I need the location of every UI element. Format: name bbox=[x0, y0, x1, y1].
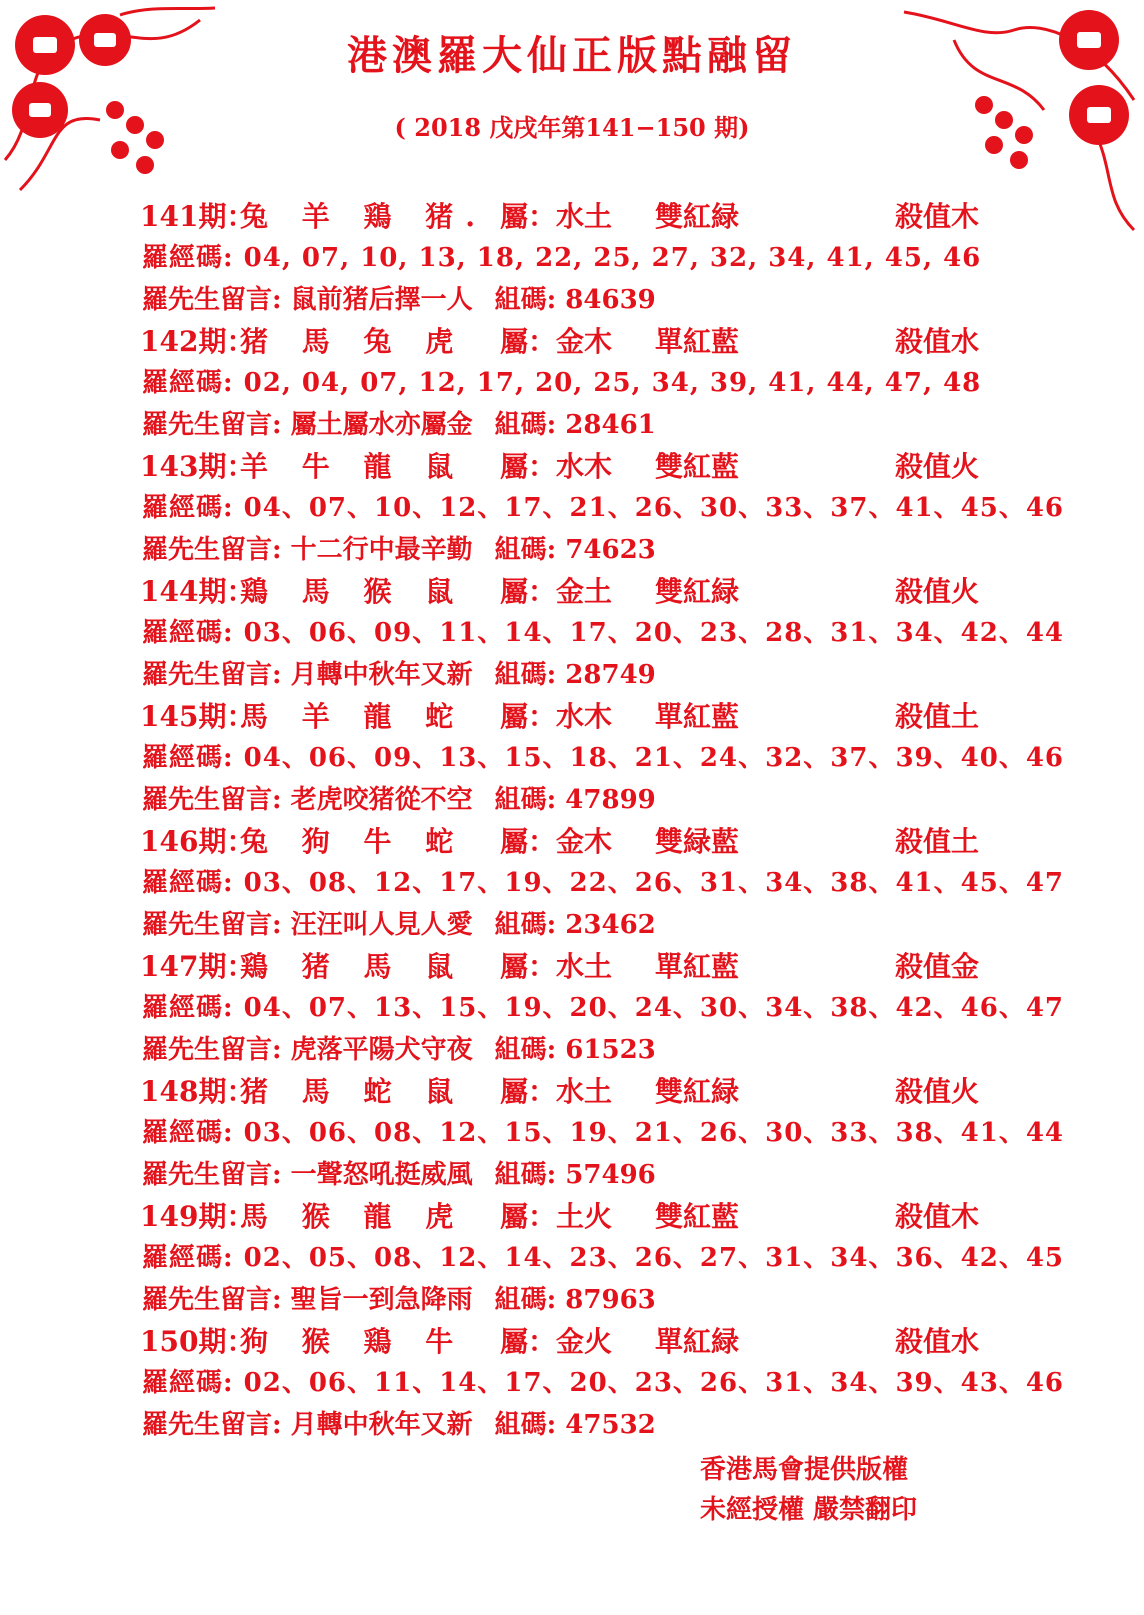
page-title: 港澳羅大仙正版點融留 bbox=[347, 32, 797, 79]
issue-attribute: 屬：水土 bbox=[500, 950, 613, 983]
issue-zodiac: 猪 馬 兔 虎 bbox=[240, 325, 466, 358]
issue-attribute: 屬：水土 bbox=[500, 200, 613, 233]
issue-code: 組碼: 84639 bbox=[494, 285, 656, 315]
issue-code: 組碼: 47532 bbox=[494, 1410, 656, 1440]
issue-code: 組碼: 57496 bbox=[494, 1160, 656, 1190]
issue-numbers: 羅經碼: 03、08、12、17、19、22、26、31、34、38、41、45、47 bbox=[142, 868, 1065, 898]
issue-message: 羅先生留言: 老虎咬猪從不空 bbox=[142, 785, 473, 815]
issue-attribute: 屬：水木 bbox=[500, 700, 613, 733]
issue-attribute: 屬：金土 bbox=[500, 575, 613, 608]
issue-period: 146期： bbox=[140, 825, 255, 858]
issue-color: 單紅藍 bbox=[655, 950, 740, 983]
issue-block bbox=[0, 945, 1144, 1079]
issue-zodiac: 鶏 馬 猴 鼠 bbox=[240, 575, 466, 608]
issue-period: 150期： bbox=[140, 1325, 255, 1358]
copyright-line-1: 香港馬會提供版權 bbox=[700, 1455, 909, 1485]
issue-kill: 殺值金 bbox=[895, 950, 980, 983]
issue-period: 147期： bbox=[140, 950, 255, 983]
issue-period: 148期： bbox=[140, 1075, 255, 1108]
issue-message: 羅先生留言: 月轉中秋年又新 bbox=[142, 660, 473, 690]
page-subtitle: ( 2018 戊戌年第141−150 期) bbox=[394, 113, 750, 142]
issue-message-line bbox=[142, 404, 656, 441]
issue-kill: 殺值火 bbox=[895, 1075, 980, 1108]
issue-color: 單紅緑 bbox=[655, 1325, 740, 1358]
issue-period: 144期： bbox=[140, 575, 255, 608]
issue-message: 羅先生留言: 月轉中秋年又新 bbox=[142, 1410, 473, 1440]
issue-message: 羅先生留言: 虎落平陽犬守夜 bbox=[142, 1035, 473, 1065]
issue-block bbox=[0, 320, 1144, 454]
issue-message-line bbox=[142, 279, 656, 316]
issue-color: 雙紅藍 bbox=[655, 1200, 740, 1233]
issue-numbers: 羅經碼: 02、06、11、14、17、20、23、26、31、34、39、43、46 bbox=[142, 1368, 1065, 1398]
issue-attribute: 屬：土火 bbox=[500, 1200, 613, 1233]
issue-message-line bbox=[142, 654, 656, 691]
issue-block bbox=[0, 570, 1144, 704]
issue-code: 組碼: 23462 bbox=[494, 910, 656, 940]
issue-kill: 殺值水 bbox=[895, 1325, 980, 1358]
issue-code: 組碼: 87963 bbox=[494, 1285, 656, 1315]
issue-numbers: 羅經碼: 04、07、13、15、19、20、24、30、34、38、42、46、47 bbox=[142, 993, 1065, 1023]
issue-block bbox=[0, 445, 1144, 579]
issue-block bbox=[0, 1320, 1144, 1454]
issue-numbers: 羅經碼: 04、06、09、13、15、18、21、24、32、37、39、40、46 bbox=[142, 743, 1065, 773]
issue-block bbox=[0, 1070, 1144, 1204]
issue-color: 雙紅緑 bbox=[655, 1075, 740, 1108]
issue-color: 雙紅緑 bbox=[655, 200, 740, 233]
issue-zodiac: 狗 猴 鶏 牛 bbox=[240, 1325, 466, 1358]
issue-message-line bbox=[142, 529, 656, 566]
issue-kill: 殺值木 bbox=[895, 200, 980, 233]
issue-kill: 殺值火 bbox=[895, 575, 980, 608]
issue-code: 組碼: 61523 bbox=[494, 1035, 656, 1065]
issue-color: 雙緑藍 bbox=[655, 825, 740, 858]
issue-attribute: 屬：金木 bbox=[500, 825, 613, 858]
issue-message-line bbox=[142, 779, 656, 816]
issue-code: 組碼: 28461 bbox=[494, 410, 656, 440]
issue-kill: 殺值火 bbox=[895, 450, 980, 483]
issue-attribute: 屬：金火 bbox=[500, 1325, 613, 1358]
issue-block bbox=[0, 695, 1144, 829]
issue-message: 羅先生留言: 一聲怒吼挺威風 bbox=[142, 1160, 473, 1190]
issue-color: 單紅藍 bbox=[655, 325, 740, 358]
issue-code: 組碼: 28749 bbox=[494, 660, 656, 690]
issue-numbers: 羅經碼: 03、06、08、12、15、19、21、26、30、33、38、41、44 bbox=[142, 1118, 1065, 1148]
issue-numbers: 羅經碼: 04, 07, 10, 13, 18, 22, 25, 27, 32, 34, 41, 45, 46 bbox=[142, 243, 982, 273]
issue-numbers: 羅經碼: 03、06、09、11、14、17、20、23、28、31、34、42、44 bbox=[142, 618, 1065, 648]
issue-kill: 殺值土 bbox=[895, 825, 980, 858]
issue-zodiac: 羊 牛 龍 鼠 bbox=[240, 450, 466, 483]
issue-zodiac: 猪 馬 蛇 鼠 bbox=[240, 1075, 466, 1108]
issue-numbers: 羅經碼: 04、07、10、12、17、21、26、30、33、37、41、45、46 bbox=[142, 493, 1065, 523]
issue-period: 149期： bbox=[140, 1200, 255, 1233]
issue-message: 羅先生留言: 聖旨一到急降雨 bbox=[142, 1285, 473, 1315]
issue-color: 雙紅藍 bbox=[655, 450, 740, 483]
issue-kill: 殺值水 bbox=[895, 325, 980, 358]
issue-period: 141期： bbox=[140, 200, 255, 233]
issue-zodiac: 鶏 猪 馬 鼠 bbox=[240, 950, 466, 983]
issue-code: 組碼: 74623 bbox=[494, 535, 656, 565]
issue-period: 143期： bbox=[140, 450, 255, 483]
issue-period: 145期： bbox=[140, 700, 255, 733]
issue-attribute: 屬：水土 bbox=[500, 1075, 613, 1108]
issue-message-line bbox=[142, 1404, 656, 1441]
issue-kill: 殺值木 bbox=[895, 1200, 980, 1233]
issue-kill: 殺值土 bbox=[895, 700, 980, 733]
issue-zodiac: 兔 羊 鶏 猪. bbox=[240, 200, 487, 233]
issue-block bbox=[0, 820, 1144, 954]
issue-block bbox=[0, 195, 1144, 329]
issue-zodiac: 馬 羊 龍 蛇 bbox=[240, 700, 466, 733]
issue-numbers: 羅經碼: 02, 04, 07, 12, 17, 20, 25, 34, 39, 41, 44, 47, 48 bbox=[142, 368, 982, 398]
issue-message-line bbox=[142, 1279, 656, 1316]
issue-message: 羅先生留言: 十二行中最辛勤 bbox=[142, 535, 473, 565]
issue-numbers: 羅經碼: 02、05、08、12、14、23、26、27、31、34、36、42、45 bbox=[142, 1243, 1065, 1273]
issue-block bbox=[0, 1195, 1144, 1329]
issue-message-line bbox=[142, 1029, 656, 1066]
issue-attribute: 屬：金木 bbox=[500, 325, 613, 358]
issue-message-line bbox=[142, 904, 656, 941]
issue-code: 組碼: 47899 bbox=[494, 785, 656, 815]
issue-attribute: 屬：水木 bbox=[500, 450, 613, 483]
copyright-notice bbox=[700, 1450, 917, 1530]
issue-zodiac: 馬 猴 龍 虎 bbox=[240, 1200, 466, 1233]
issue-color: 雙紅緑 bbox=[655, 575, 740, 608]
issue-color: 單紅藍 bbox=[655, 700, 740, 733]
issue-zodiac: 兔 狗 牛 蛇 bbox=[240, 825, 466, 858]
issue-message: 羅先生留言: 鼠前猪后擇一人 bbox=[142, 285, 473, 315]
issue-message: 羅先生留言: 屬土屬水亦屬金 bbox=[142, 410, 473, 440]
issue-message-line bbox=[142, 1154, 656, 1191]
issue-message: 羅先生留言: 汪汪叫人見人愛 bbox=[142, 910, 473, 940]
issue-period: 142期： bbox=[140, 325, 255, 358]
copyright-line-2: 未經授權 嚴禁翻印 bbox=[700, 1495, 918, 1525]
